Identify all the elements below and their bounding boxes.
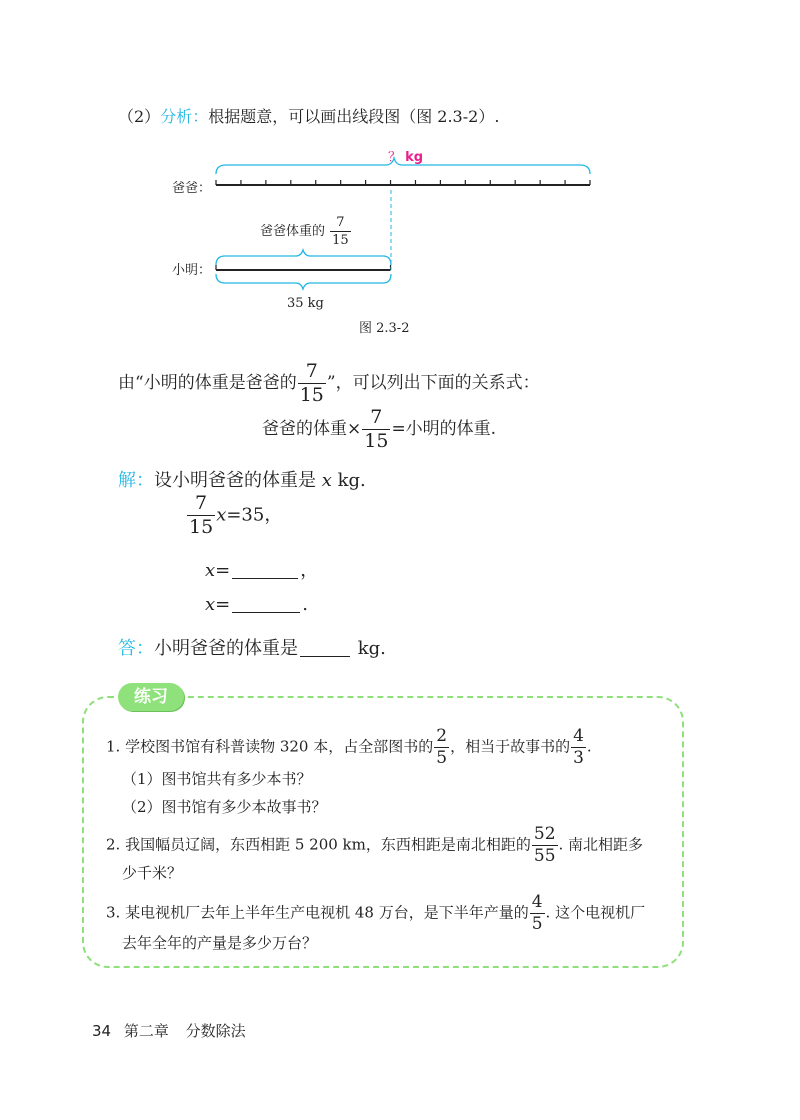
equation-1: $\frac{7}{15}$ x=35， — [189, 492, 283, 538]
exercise-q1-sub2: （2）图书馆有多少本故事书？ — [122, 798, 327, 816]
exercise-q2: 2. 我国幅员辽阔，东西相距 5 200 km，东西相距是南北相距的 $\frac{52}{55}$ . 南北相距多 — [106, 824, 644, 866]
dad-weight-unknown: ？ kg — [388, 150, 424, 165]
solution-line: 解：设小明爸爸的体重是 x kg. — [118, 470, 366, 491]
page-number: 34 — [92, 1022, 112, 1040]
fraction-caption: 爸爸体重的 $\frac{7}{15}$ — [260, 215, 349, 248]
analysis-label: 分析： — [160, 107, 209, 126]
solution-label: 解： — [118, 470, 154, 491]
analysis-line — [118, 104, 499, 127]
answer-label: 答： — [118, 638, 154, 659]
exercise-q2-line2: 少千米？ — [122, 864, 183, 882]
chapter-title: 第二章 — [123, 1022, 169, 1040]
analysis-text: 根据题意，可以画出线段图（图 2.3-2）. — [208, 107, 500, 126]
equation-2: x= ， — [205, 560, 319, 581]
ming-weight-label: 35 kg — [287, 296, 324, 311]
q3-fraction-4-5: $\frac{4}{5}$ — [531, 892, 543, 934]
segment-diagram — [150, 140, 620, 340]
fraction-brace — [216, 250, 391, 265]
intro-fraction: $\frac{7}{15}$ — [299, 360, 324, 406]
figure-caption: 图 2.3-2 — [359, 321, 410, 336]
answer-blank-1[interactable] — [232, 560, 298, 579]
dad-label: 爸爸： — [172, 181, 212, 196]
reasoning-intro: 由“小明的体重是爸爸的 $\frac{7}{15}$ ”，可以列出下面的关系式： — [118, 360, 540, 406]
fraction-7-15: $\frac{7}{15}$ — [332, 215, 349, 248]
section-title: 分数除法 — [185, 1022, 246, 1040]
segment-diagram-svg — [150, 140, 620, 340]
exercise-badge: 练习 — [118, 683, 184, 711]
q1-fraction-2-5: $\frac{2}{5}$ — [436, 726, 448, 768]
exercise-q1-sub1: （1）图书馆共有多少本书？ — [122, 770, 312, 788]
answer-blank-2[interactable] — [232, 594, 300, 613]
relation-equation: 爸爸的体重× $\frac{7}{15}$ =小明的体重. — [262, 406, 497, 452]
exercise-q3-line2: 去年全年的产量是多少万台？ — [122, 934, 318, 952]
exercise-q3: 3. 某电视机厂去年上半年生产电视机 48 万台，是下半年产量的 $\frac{4}{5}$ . 这个电视机厂 — [106, 892, 646, 934]
q2-fraction-52-55: $\frac{52}{55}$ — [533, 824, 556, 866]
q1-fraction-4-3: $\frac{4}{3}$ — [573, 726, 584, 768]
ming-weight-brace — [216, 274, 391, 289]
equation-fraction: $\frac{7}{15}$ — [189, 492, 214, 538]
answer-line: 答：小明爸爸的体重是 kg. — [118, 638, 386, 659]
exercise-q1: 1. 学校图书馆有科普读物 320 本，占全部图书的 $\frac{2}{5}$ ，相当于故事书的 $\frac{4}{3}$ . — [106, 726, 592, 768]
page-footer — [92, 1020, 246, 1041]
equation-3: x= . — [205, 594, 308, 615]
analysis-prefix: （2） — [118, 107, 161, 126]
relation-fraction: $\frac{7}{15}$ — [364, 406, 389, 452]
answer-blank-3[interactable] — [300, 638, 350, 657]
ming-label: 小明： — [172, 263, 212, 278]
